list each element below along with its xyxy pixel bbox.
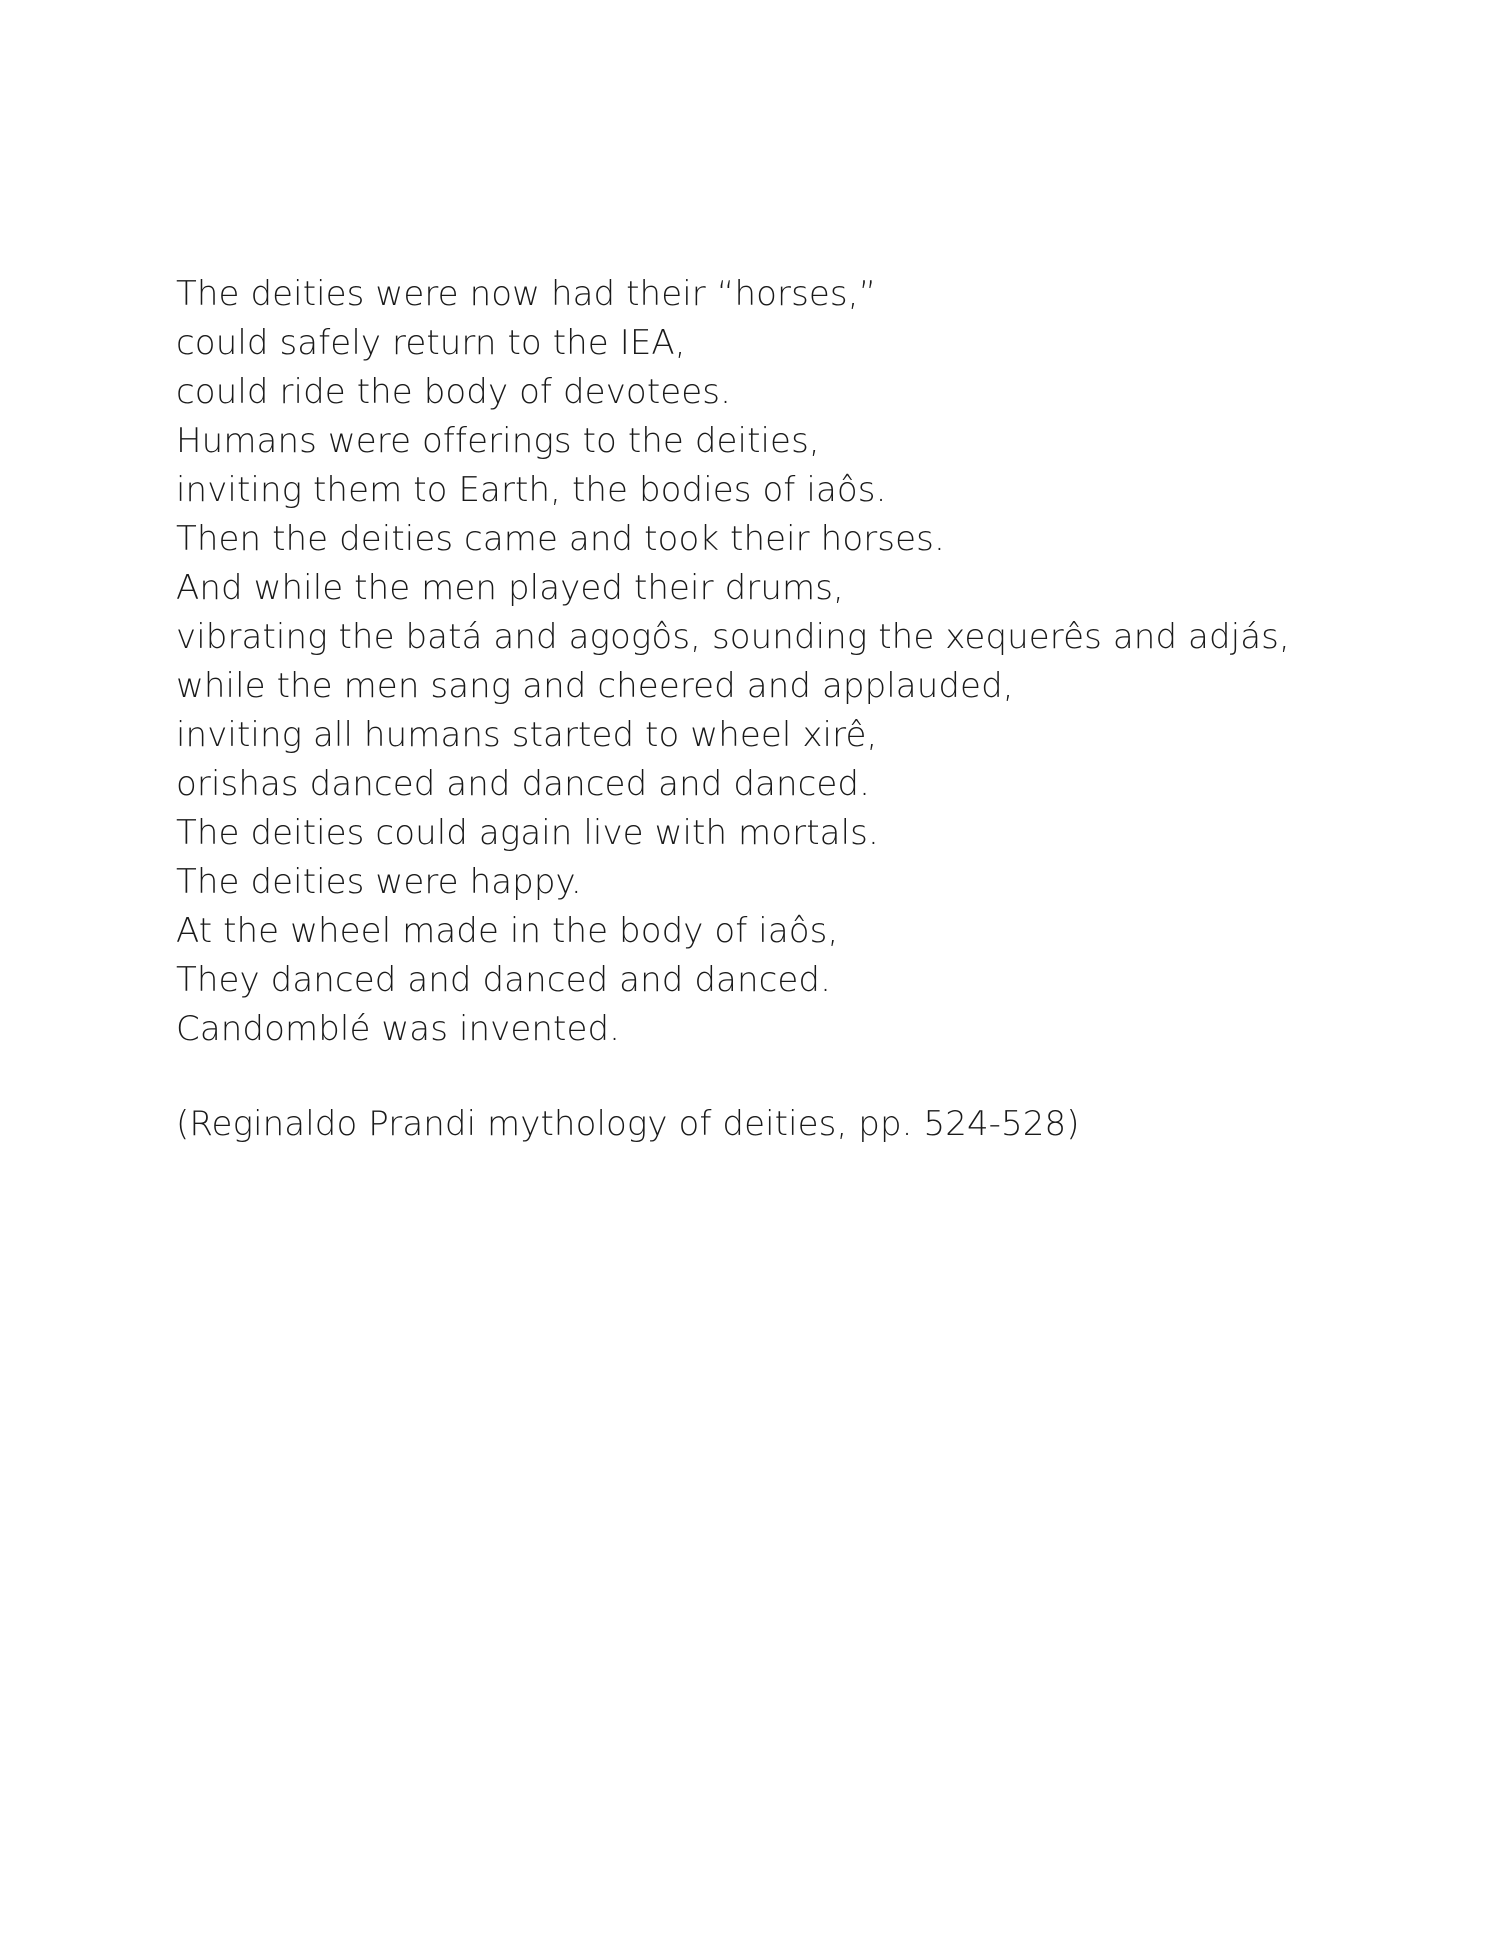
poem-line: orishas danced and danced and danced. xyxy=(176,764,870,804)
poem-line: vibrating the batá and agogôs, sounding the xequerês and adjás, xyxy=(176,617,1290,657)
poem-line: Candomblé was invented. xyxy=(176,1009,621,1049)
poem-line: Then the deities came and took their horses. xyxy=(176,519,945,559)
poem-line: while the men sang and cheered and applauded, xyxy=(176,666,1014,706)
poem-line: inviting them to Earth, the bodies of iaôs. xyxy=(176,470,887,510)
poem-line: And while the men played their drums, xyxy=(176,568,844,608)
poem-line: inviting all humans started to wheel xirê, xyxy=(176,715,878,755)
poem-line: The deities were now had their “horses,” xyxy=(176,274,877,314)
poem-line: The deities were happy. xyxy=(176,862,582,902)
poem-line: At the wheel made in the body of iaôs, xyxy=(176,911,839,951)
poem-line: The deities could again live with mortals. xyxy=(176,813,879,853)
poem-line: Humans were offerings to the deities, xyxy=(176,421,820,461)
poem-body xyxy=(176,270,1376,1054)
citation: (Reginaldo Prandi mythology of deities, pp. 524-528) xyxy=(176,1104,1080,1144)
poem-line: could safely return to the IEA, xyxy=(176,323,686,363)
poem-line: could ride the body of devotees. xyxy=(176,372,732,412)
poem-line: They danced and danced and danced. xyxy=(176,960,832,1000)
